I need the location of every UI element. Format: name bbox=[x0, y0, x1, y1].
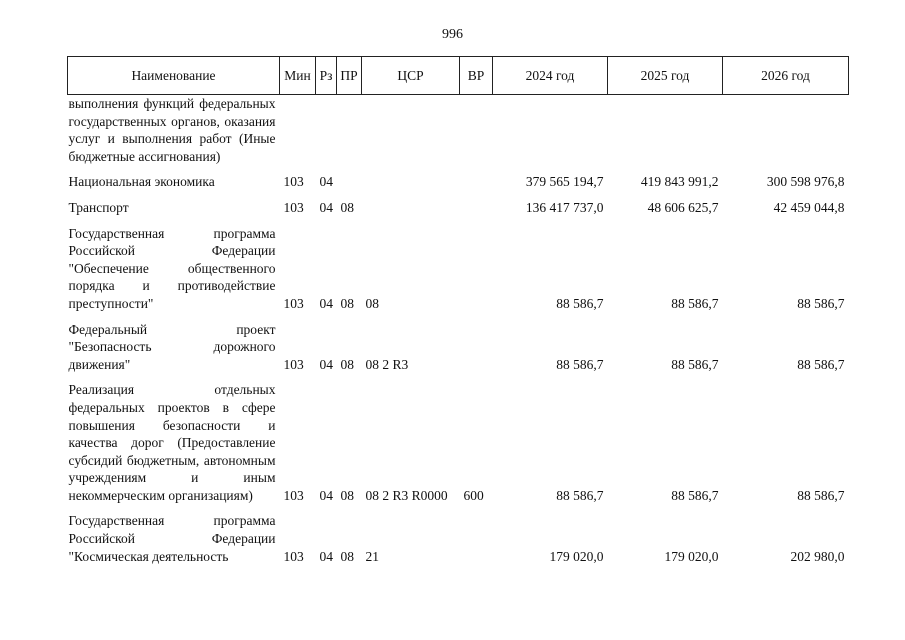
row-spacer bbox=[68, 373, 849, 381]
table-row bbox=[68, 321, 849, 374]
table-body bbox=[68, 95, 849, 566]
cell-rz: 04 bbox=[319, 487, 333, 503]
row-name-text: выполнения функций федеральных государственных органов, оказания услуг и выполнения работ (Иные бюджетные ассигнования) bbox=[68, 96, 276, 164]
row-spacer bbox=[68, 217, 849, 225]
cell-2025 bbox=[608, 95, 723, 166]
table-row bbox=[68, 199, 849, 217]
header-rz: Рз bbox=[316, 57, 337, 95]
table-row bbox=[68, 173, 849, 191]
cell-rz: 04 bbox=[319, 199, 333, 215]
table-header bbox=[68, 57, 849, 95]
cell-csr: 08 2 R3 bbox=[365, 356, 409, 372]
cell-csr: 08 2 R3 R0000 bbox=[365, 487, 448, 503]
cell-name bbox=[68, 173, 280, 191]
cell-min: 103 bbox=[283, 174, 304, 190]
spacer-cell bbox=[68, 373, 849, 381]
table-row bbox=[68, 381, 849, 504]
table-row bbox=[68, 95, 849, 166]
cell-rz bbox=[316, 95, 337, 166]
cell-csr: 08 bbox=[365, 295, 379, 311]
cell-2024 bbox=[493, 95, 608, 166]
cell-name bbox=[68, 512, 280, 565]
table-row bbox=[68, 225, 849, 313]
cell-vr: 600 bbox=[463, 487, 484, 503]
cell-pr: 08 bbox=[340, 548, 354, 564]
cell-vr bbox=[460, 199, 493, 217]
cell-2025: 419 843 991,2 bbox=[640, 174, 719, 190]
cell-vr bbox=[460, 95, 493, 166]
budget-table bbox=[67, 56, 849, 565]
cell-rz: 04 bbox=[319, 548, 333, 564]
header-2025: 2025 год bbox=[608, 57, 723, 95]
cell-pr: 08 bbox=[340, 295, 354, 311]
header-2024: 2024 год bbox=[493, 57, 608, 95]
cell-pr bbox=[337, 173, 362, 191]
cell-min: 103 bbox=[283, 199, 304, 215]
row-name-text: Государственная программа Российской Федерации "Обеспечение общественного порядка и противодействие преступности" bbox=[68, 225, 276, 311]
cell-pr bbox=[337, 95, 362, 166]
cell-2024: 88 586,7 bbox=[556, 487, 604, 503]
page-number: 996 bbox=[442, 27, 463, 42]
cell-2025: 179 020,0 bbox=[664, 548, 719, 564]
cell-2026: 202 980,0 bbox=[790, 548, 845, 564]
cell-rz: 04 bbox=[319, 295, 333, 311]
cell-pr: 08 bbox=[340, 487, 354, 503]
cell-2024: 88 586,7 bbox=[556, 356, 604, 372]
cell-2026: 300 598 976,8 bbox=[766, 174, 845, 190]
header-name: Наименование bbox=[68, 57, 280, 95]
header-pr: ПР bbox=[337, 57, 362, 95]
cell-2026: 88 586,7 bbox=[797, 295, 845, 311]
cell-rz: 04 bbox=[319, 356, 333, 372]
cell-min bbox=[280, 95, 316, 166]
cell-pr: 08 bbox=[340, 356, 354, 372]
header-vr: ВР bbox=[460, 57, 493, 95]
cell-2026: 42 459 044,8 bbox=[773, 199, 845, 215]
row-name-text: Национальная экономика bbox=[68, 174, 215, 190]
row-spacer bbox=[68, 313, 849, 321]
cell-min: 103 bbox=[283, 548, 304, 564]
cell-2024: 179 020,0 bbox=[549, 548, 604, 564]
header-min: Мин bbox=[280, 57, 316, 95]
cell-2025: 88 586,7 bbox=[671, 487, 719, 503]
row-spacer bbox=[68, 191, 849, 199]
cell-pr: 08 bbox=[340, 199, 354, 215]
row-name-text: Федеральный проект "Безопасность дорожного движения" bbox=[68, 321, 276, 372]
cell-min: 103 bbox=[283, 487, 304, 503]
cell-2026 bbox=[723, 95, 849, 166]
cell-vr bbox=[460, 321, 493, 374]
table-row bbox=[68, 512, 849, 565]
cell-2026: 88 586,7 bbox=[797, 487, 845, 503]
cell-csr bbox=[362, 199, 460, 217]
row-name-text: Реализация отдельных федеральных проектов в сфере повышения безопасности и качества дорог (Предоставление субсидий бюджетным, автономным учреждениям и иным некоммерческим организациям) bbox=[68, 382, 276, 503]
cell-csr bbox=[362, 95, 460, 166]
cell-2025: 48 606 625,7 bbox=[647, 199, 719, 215]
cell-vr bbox=[460, 225, 493, 313]
cell-name bbox=[68, 381, 280, 504]
spacer-cell bbox=[68, 504, 849, 512]
cell-2026: 88 586,7 bbox=[797, 356, 845, 372]
cell-vr bbox=[460, 173, 493, 191]
row-spacer bbox=[68, 165, 849, 173]
cell-vr bbox=[460, 512, 493, 565]
cell-2025: 88 586,7 bbox=[671, 295, 719, 311]
cell-2024: 88 586,7 bbox=[556, 295, 604, 311]
header-2026: 2026 год bbox=[723, 57, 849, 95]
spacer-cell bbox=[68, 313, 849, 321]
row-name-text: Государственная программа Российской Федерации "Космическая деятельность bbox=[68, 513, 276, 564]
cell-min: 103 bbox=[283, 295, 304, 311]
cell-2025: 88 586,7 bbox=[671, 356, 719, 372]
cell-csr bbox=[362, 173, 460, 191]
cell-name bbox=[68, 199, 280, 217]
cell-2024: 136 417 737,0 bbox=[525, 199, 604, 215]
spacer-cell bbox=[68, 217, 849, 225]
cell-2024: 379 565 194,7 bbox=[525, 174, 604, 190]
row-spacer bbox=[68, 504, 849, 512]
cell-name bbox=[68, 225, 280, 313]
cell-name bbox=[68, 95, 280, 166]
spacer-cell bbox=[68, 165, 849, 173]
cell-csr: 21 bbox=[365, 548, 379, 564]
row-name-text: Транспорт bbox=[68, 199, 129, 215]
header-csr: ЦСР bbox=[362, 57, 460, 95]
cell-name bbox=[68, 321, 280, 374]
cell-min: 103 bbox=[283, 356, 304, 372]
cell-rz: 04 bbox=[319, 174, 333, 190]
spacer-cell bbox=[68, 191, 849, 199]
